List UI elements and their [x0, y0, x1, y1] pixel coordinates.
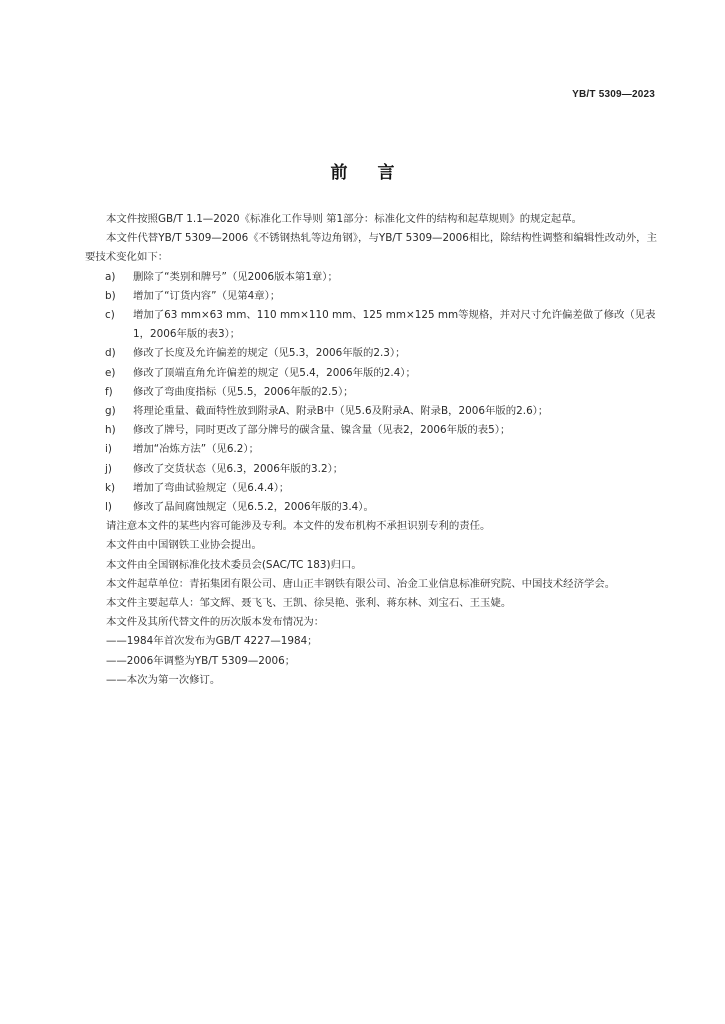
list-item-text: 修改了弯曲度指标（见5.5，2006年版的2.5）； — [133, 385, 354, 398]
foreword-content — [85, 210, 657, 690]
list-item-text: 修改了牌号，同时更改了部分牌号的碳含量、镍含量（见表2，2006年版的表5）； — [133, 424, 511, 437]
list-item — [85, 479, 657, 498]
list-item-label: c) — [105, 309, 115, 322]
list-item — [85, 383, 657, 402]
list-item — [85, 421, 657, 440]
history-item: ——本次为第一次修订。 — [106, 673, 221, 686]
list-item-label: i) — [105, 443, 112, 456]
list-item-text: 修改了晶间腐蚀规定（见6.5.2，2006年版的3.4）。 — [133, 501, 374, 514]
paragraph-history-intro: 本文件及其所代替文件的历次版本发布情况为： — [106, 616, 325, 629]
list-item — [85, 460, 657, 479]
list-item-label: d) — [105, 347, 116, 360]
list-item-label: b) — [105, 289, 116, 302]
history-item: ——1984年首次发布为GB/T 4227—1984； — [106, 635, 318, 648]
changes-list — [85, 268, 657, 518]
paragraph-proposer: 本文件由中国钢铁工业协会提出。 — [106, 539, 262, 552]
list-item-label: k) — [105, 481, 116, 494]
page-title: 前言 — [330, 163, 425, 183]
list-item-label: g) — [105, 405, 116, 418]
list-item — [85, 498, 657, 517]
list-item-text: 修改了顶端直角允许偏差的规定（见5.4，2006年版的2.4）； — [133, 366, 416, 379]
list-item-text: 删除了“类别和牌号”（见2006版本第1章）； — [133, 270, 338, 283]
list-item-text: 增加了63 mm×63 mm、110 mm×110 mm、125 mm×125 mm等规格，并对尺寸允许偏差做了修改（见表1，2006年版的表3）； — [133, 309, 656, 341]
list-item — [85, 306, 657, 344]
list-item-text: 修改了交货状态（见6.3，2006年版的3.2）； — [133, 462, 344, 475]
list-item — [85, 287, 657, 306]
history-item: ——2006年调整为YB/T 5309—2006； — [106, 654, 296, 667]
paragraph-drafting-units: 本文件起草单位：青拓集团有限公司、唐山正丰钢铁有限公司、冶金工业信息标准研究院、中国技术经济学会。 — [106, 577, 616, 590]
list-item-label: l) — [105, 501, 112, 514]
list-item — [85, 268, 657, 287]
list-item — [85, 402, 657, 421]
list-item-text: 将理论重量、截面特性放到附录A、附录B中（见5.6及附录A、附录B，2006年版的2.6）； — [133, 405, 549, 418]
paragraph-drafting-rules: 本文件按照GB/T 1.1—2020《标准化工作导则 第1部分：标准化文件的结构和起草规则》的规定起草。 — [106, 213, 583, 225]
paragraph-centralized: 本文件由全国钢标准化技术委员会(SAC/TC 183)归口。 — [106, 558, 362, 571]
paragraph-replacement: 本文件代替YB/T 5309—2006《不锈钢热轧等边角钢》，与YB/T 5309—2006相比，除结构性调整和编辑性改动外，主要技术变化如下： — [85, 232, 657, 264]
list-item-label: j) — [105, 462, 112, 475]
list-item-text: 修改了长度及允许偏差的规定（见5.3，2006年版的2.3）； — [133, 347, 406, 360]
list-item — [85, 440, 657, 459]
list-item-label: e) — [105, 366, 116, 379]
list-item-label: h) — [105, 424, 116, 437]
list-item-text: 增加了弯曲试验规定（见6.4.4）； — [133, 481, 290, 494]
list-item-label: a) — [105, 270, 116, 283]
paragraph-patent-notice: 请注意本文件的某些内容可能涉及专利。本文件的发布机构不承担识别专利的责任。 — [106, 520, 491, 533]
list-item — [85, 364, 657, 383]
list-item-text: 增加“冶炼方法”（见6.2）； — [133, 443, 259, 456]
paragraph-drafters: 本文件主要起草人：邹文辉、聂飞飞、王凯、徐昊艳、张利、蒋东林、刘宝石、王玉婕。 — [106, 597, 512, 610]
list-item-label: f) — [105, 385, 113, 398]
standard-number: YB/T 5309—2023 — [572, 89, 655, 100]
list-item-text: 增加了“订货内容”（见第4章）； — [133, 289, 281, 302]
history-list — [85, 632, 657, 690]
list-item — [85, 344, 657, 363]
